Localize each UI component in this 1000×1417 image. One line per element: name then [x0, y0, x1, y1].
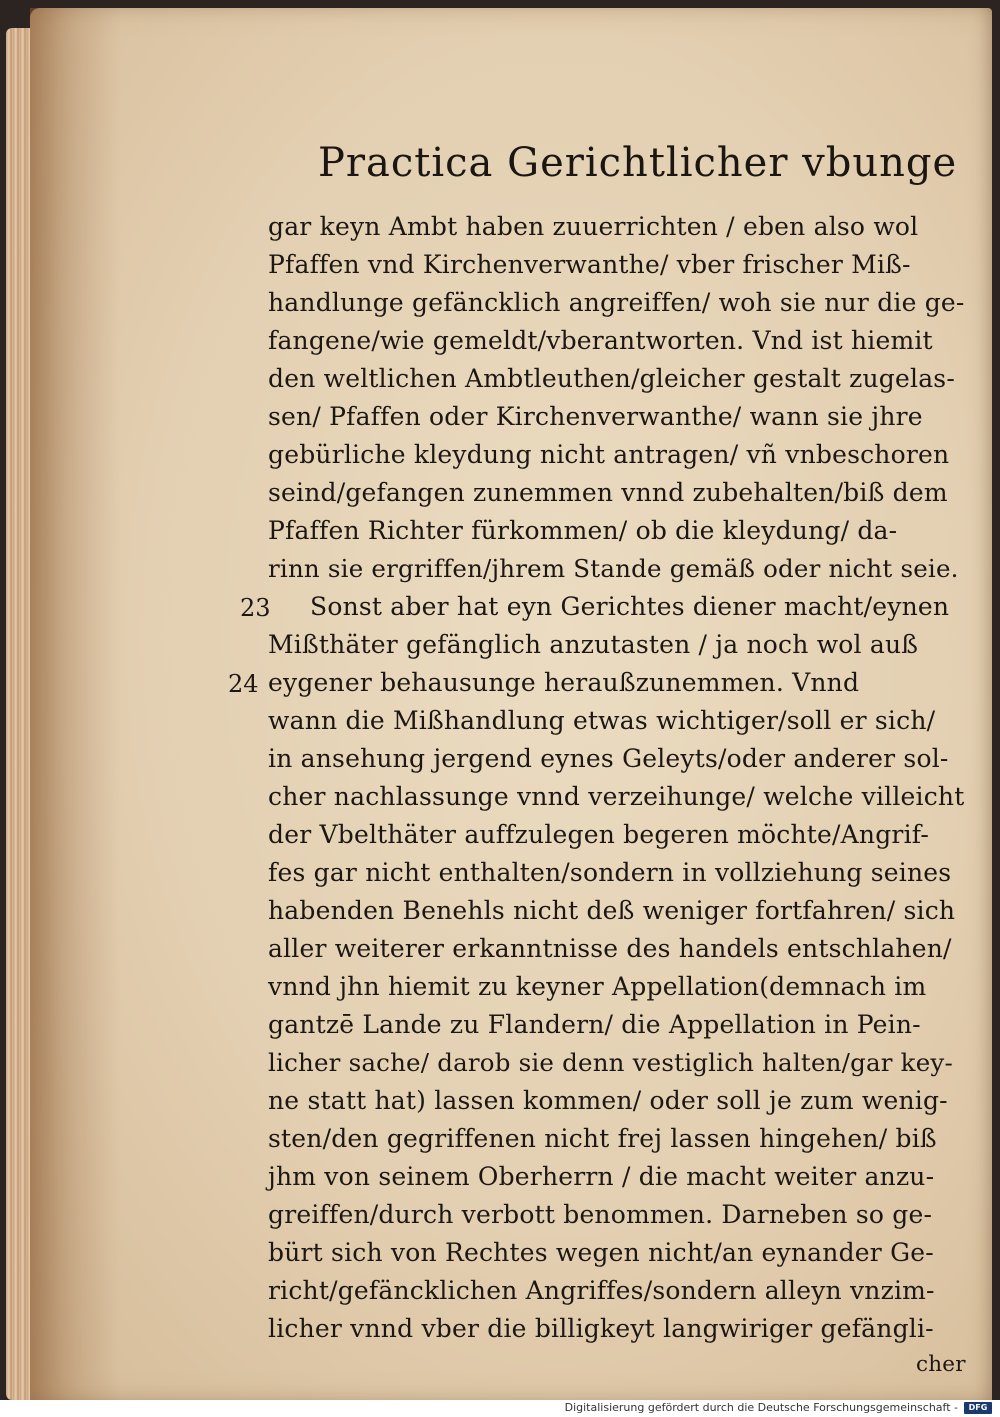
text-line: Sonst aber hat eyn Gerichtes diener macht/eynen: [310, 592, 950, 621]
text-line: bürt sich von Rechtes wegen nicht/an eynander Ge-: [268, 1238, 934, 1267]
text-line: der Vbelthäter auffzulegen begeren möchte/Angrif-: [268, 820, 929, 849]
text-line: richt/gefäncklichen Angriffes/sondern alleyn vnzim-: [268, 1276, 935, 1305]
margin-number: 23: [240, 594, 271, 622]
text-line: habenden Benehls nicht deß weniger fortfahren/ sich: [268, 896, 956, 925]
text-line: wann die Mißhandlung etwas wichtiger/soll er sich/: [268, 706, 936, 735]
margin-number: 24: [228, 670, 259, 698]
text-line: seind/gefangen zunemmen vnnd zubehalten/biß dem: [268, 478, 948, 507]
text-line: sten/den gegriffenen nicht frej lassen hingehen/ biß: [268, 1124, 937, 1153]
text-line: Mißthäter gefänglich anzutasten / ja noch wol auß: [268, 630, 919, 659]
text-line: ne statt hat) lassen kommen/ oder soll je zum wenig-: [268, 1086, 948, 1115]
text-line: Pfaffen Richter fürkommen/ ob die kleydung/ da-: [268, 516, 898, 545]
text-line: den weltlichen Ambtleuthen/gleicher gestalt zugelas-: [268, 364, 955, 393]
text-line: eygener behausunge heraußzunemmen. Vnnd: [268, 668, 860, 697]
text-line: vnnd jhn hiemit zu keyner Appellation(demnach im: [268, 972, 927, 1001]
text-line: Pfaffen vnd Kirchenverwanthe/ vber frischer Miß-: [268, 250, 911, 279]
text-line: gar keyn Ambt haben zuuerrichten / eben also wol: [268, 212, 919, 241]
text-line: licher vnnd vber die billigkeyt langwiriger gefängli-: [268, 1314, 934, 1343]
text-line: greiffen/durch verbott benommen. Darneben so ge-: [268, 1200, 933, 1229]
catchword: cher: [916, 1352, 966, 1377]
text-line: fes gar nicht enthalten/sondern in vollziehung seines: [268, 858, 952, 887]
text-line: licher sache/ darob sie denn vestiglich halten/gar key-: [268, 1048, 953, 1077]
funding-credit: Digitalisierung gefördert durch die Deutsche Forschungsgemeinschaft -: [564, 1401, 958, 1414]
text-line: gebürliche kleydung nicht antragen/ vñ vnbeschoren: [268, 440, 950, 469]
text-line: aller weiterer erkanntnisse des handels entschlahen/: [268, 934, 952, 963]
gutter-shadow: [30, 8, 120, 1400]
text-line: in ansehung jergend eynes Geleyts/oder anderer sol-: [268, 744, 949, 773]
text-line: gantzē Lande zu Flandern/ die Appellation in Pein-: [268, 1010, 921, 1039]
text-line: jhm von seinem Oberherrn / die macht weiter anzu-: [268, 1162, 935, 1191]
running-head: Practica Gerichtlicher vbunge: [318, 140, 958, 186]
dfg-logo: DFG: [964, 1402, 992, 1414]
text-line: cher nachlassunge vnnd verzeihunge/ welche villeicht: [268, 782, 965, 811]
text-line: fangene/wie gemeldt/vberantworten. Vnd ist hiemit: [268, 326, 933, 355]
text-line: sen/ Pfaffen oder Kirchenverwanthe/ wann sie jhre: [268, 402, 923, 431]
text-line: handlunge gefäncklich angreiffen/ woh sie nur die ge-: [268, 288, 965, 317]
footer-bar: [0, 1400, 1000, 1417]
text-line: rinn sie ergriffen/jhrem Stande gemäß oder nicht seie.: [268, 554, 959, 583]
